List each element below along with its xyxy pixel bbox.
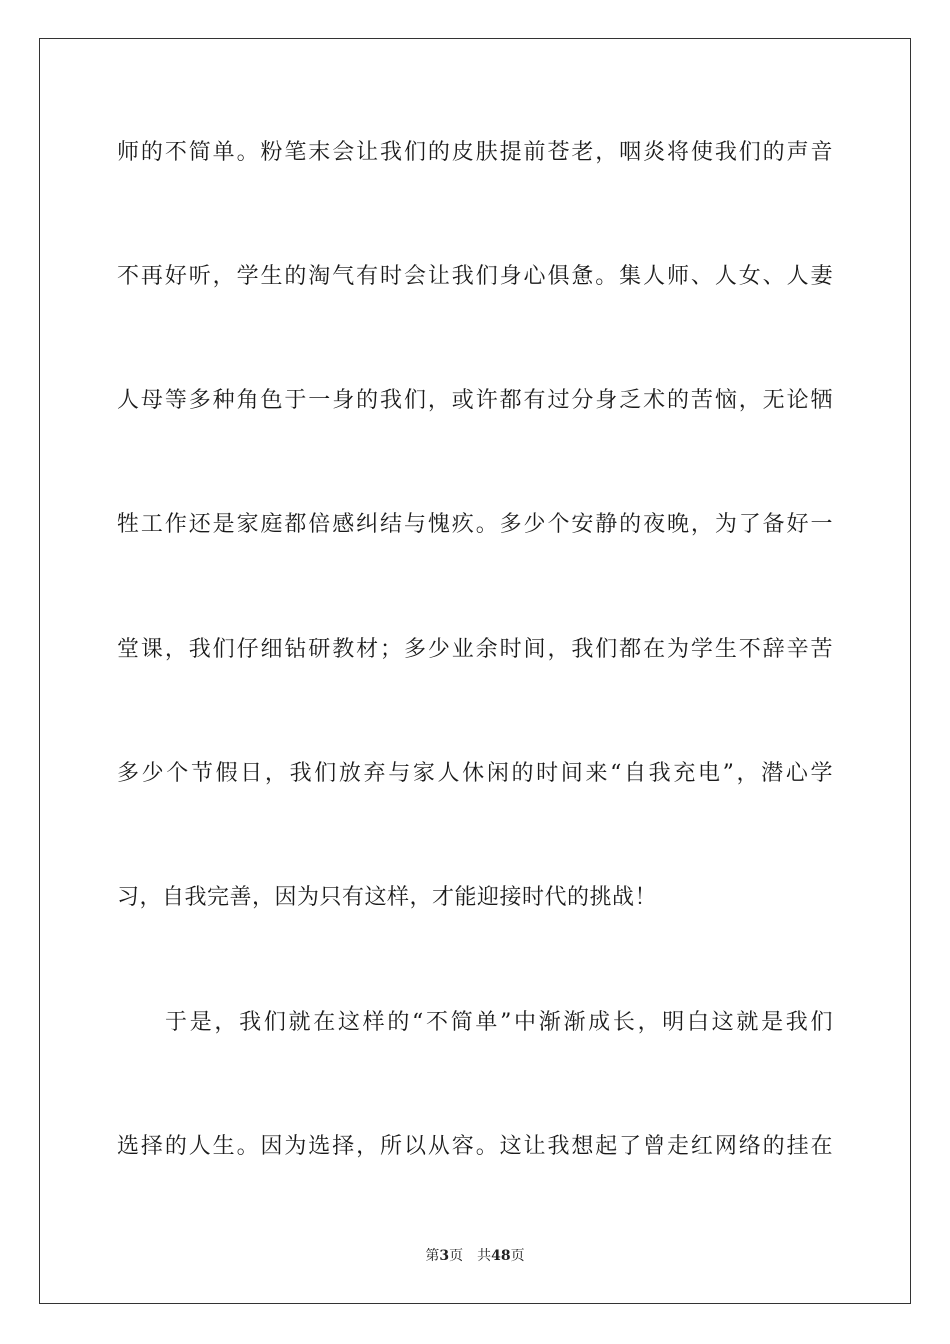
page-border	[39, 38, 911, 1304]
footer-page-suffix: 页	[449, 1248, 464, 1264]
footer-page-prefix: 第	[425, 1248, 440, 1264]
text-line-2: 不再好听，学生的淘气有时会让我们身心俱惫。集人师、人女、人妻	[117, 264, 833, 289]
footer-total-prefix: 共	[477, 1248, 492, 1264]
text-line-4: 牲工作还是家庭都倍感纠结与愧疚。多少个安静的夜晚，为了备好一	[117, 512, 833, 537]
footer-total-pages: 48	[491, 1248, 511, 1264]
footer-total-suffix: 页	[510, 1248, 525, 1264]
page-footer	[0, 1246, 950, 1266]
text-line-9: 选择的人生。因为选择，所以从容。这让我想起了曾走红网络的挂在	[117, 1134, 833, 1159]
text-line-8: 于是，我们就在这样的“不简单”中渐渐成长，明白这就是我们	[165, 1010, 833, 1035]
text-line-7: 习，自我完善，因为只有这样，才能迎接时代的挑战！	[117, 885, 658, 910]
text-line-1: 师的不简单。粉笔末会让我们的皮肤提前苍老，咽炎将使我们的声音	[117, 140, 833, 165]
footer-page-number: 3	[439, 1248, 450, 1264]
text-line-6: 多少个节假日，我们放弃与家人休闲的时间来“自我充电”，潜心学	[117, 761, 833, 786]
text-line-3: 人母等多种角色于一身的我们，或许都有过分身乏术的苦恼，无论牺	[117, 388, 833, 413]
text-line-5: 堂课，我们仔细钻研教材；多少业余时间，我们都在为学生不辞辛苦	[117, 637, 833, 662]
